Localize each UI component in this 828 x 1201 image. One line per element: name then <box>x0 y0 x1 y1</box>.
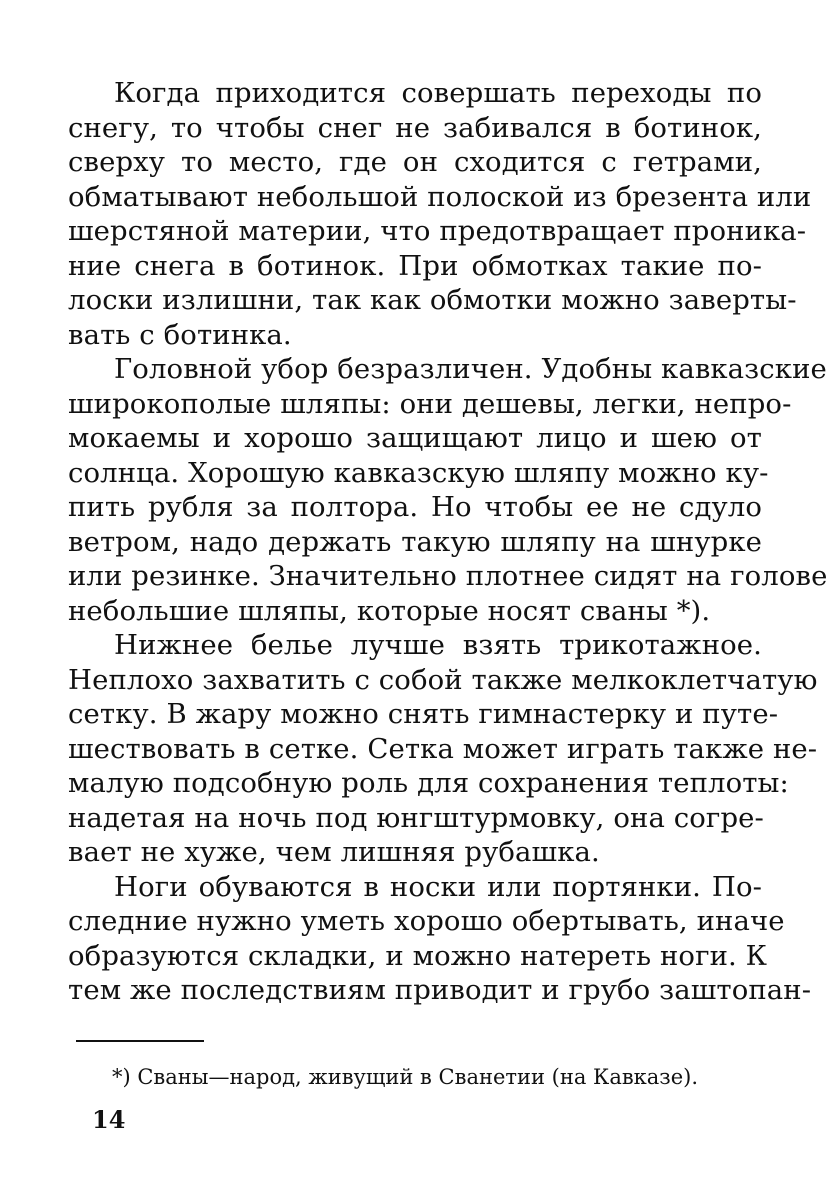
text-line: широкополые шляпы: они дешевы, легки, непро- <box>68 387 792 420</box>
paragraph-footwear-snow <box>68 76 812 352</box>
text-line: ние снега в ботинок. При обмотках такие по- <box>68 249 762 282</box>
text-line: шествовать в сетке. Сетка может играть также не- <box>68 732 818 765</box>
text-line: ветром, надо держать такую шляпу на шнурке <box>68 525 762 558</box>
text-line: Ноги обуваются в носки или портянки. По- <box>114 870 762 903</box>
footnote: *) Сваны—народ, живущий в Сванетии (на Кавказе). <box>112 1065 699 1089</box>
text-line: надетая на ночь под юнгштурмовку, она согре- <box>68 801 764 834</box>
text-line: шерстяной материи, что предотвращает проника- <box>68 215 807 247</box>
text-line: Когда приходится совершать переходы по <box>114 77 762 109</box>
paragraph-headwear <box>68 352 828 628</box>
text-line: малую подсобную роль для сохранения теплоты: <box>68 767 789 799</box>
text-line: образуются складки, и можно натереть ноги. К <box>68 939 768 972</box>
text-line: следние нужно уметь хорошо обертывать, иначе <box>68 905 785 937</box>
footnote-divider <box>76 1040 204 1042</box>
paragraph-socks <box>68 870 812 1008</box>
paragraph-underwear <box>68 628 818 870</box>
text-line: Неплохо захватить с собой также мелкоклетчатую <box>68 663 818 696</box>
text-line: тем же последствиям приводит и грубо заштопан- <box>68 974 812 1006</box>
text-line: снегу, то чтобы снег не забивался в ботинок, <box>68 111 762 144</box>
text-line: пить рубля за полтора. Но чтобы ее не сдуло <box>68 491 762 523</box>
body-text <box>68 76 828 1008</box>
text-line: небольшие шляпы, которые носят сваны *). <box>68 594 711 627</box>
text-line: Головной убор безразличен. Удобны кавказские <box>114 353 827 385</box>
text-line: Нижнее белье лучше взять трикотажное. <box>114 629 762 661</box>
text-line: сетку. В жару можно снять гимнастерку и путе- <box>68 698 779 730</box>
text-line: лоски излишни, так как обмотки можно заверты- <box>68 284 797 316</box>
text-line: солнца. Хорошую кавказскую шляпу можно ку- <box>68 456 769 489</box>
text-line: вать с ботинка. <box>68 318 292 351</box>
text-line: обматывают небольшой полоской из брезента или <box>68 180 812 213</box>
text-line: или резинке. Значительно плотнее сидят на голове <box>68 560 828 592</box>
text-line: мокаемы и хорошо защищают лицо и шею от <box>68 422 762 454</box>
text-line: сверху то место, где он сходится с гетрами, <box>68 146 762 178</box>
page-number: 14 <box>92 1105 126 1134</box>
text-line: вает не хуже, чем лишняя рубашка. <box>68 836 600 868</box>
